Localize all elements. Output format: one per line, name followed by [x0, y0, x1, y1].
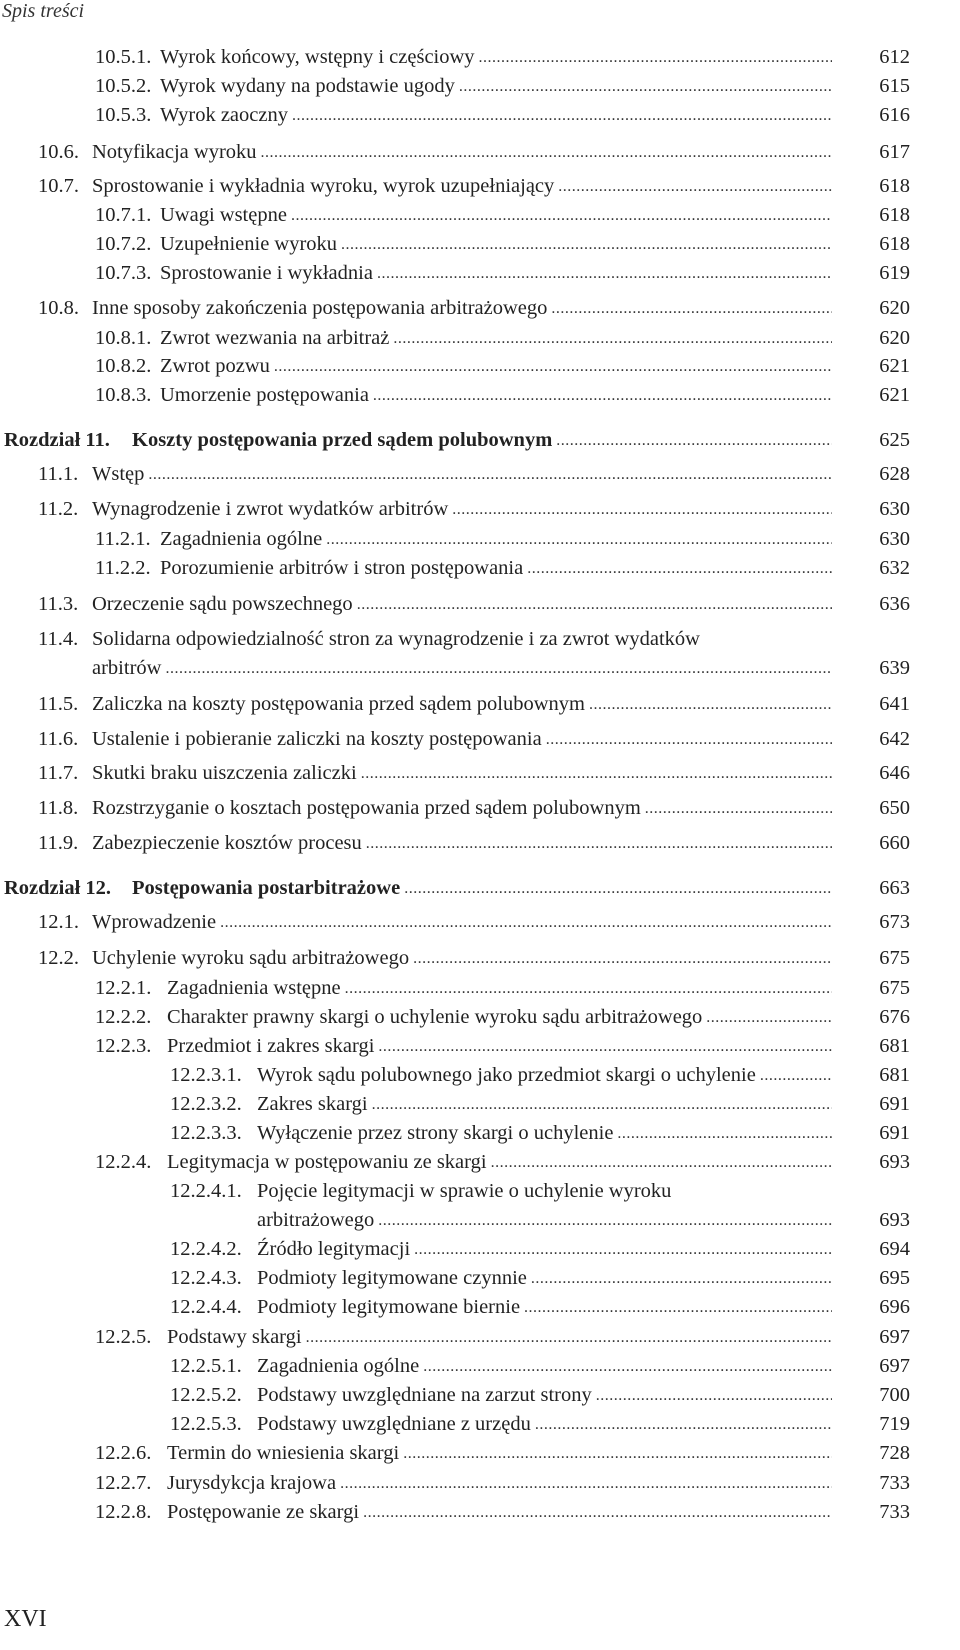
- toc-entry-page: 641: [879, 693, 910, 715]
- toc-entry-title: Zwrot wezwania na arbitraż: [160, 327, 390, 349]
- dot-leader: [551, 296, 832, 322]
- toc-entry-title: Podmioty legitymowane biernie: [257, 1296, 521, 1318]
- toc-entry-title: Wprowadzenie: [92, 911, 217, 933]
- dot-leader: [546, 727, 832, 753]
- toc-entry-page: 615: [879, 75, 910, 97]
- dot-leader: [527, 556, 832, 582]
- toc-entry-page: 630: [879, 498, 910, 520]
- toc-entry-title: Jurysdykcja krajowa: [167, 1472, 337, 1494]
- dot-leader: [479, 45, 832, 71]
- toc-entry-title: Termin do wniesienia skargi: [167, 1442, 400, 1464]
- dot-leader: [361, 761, 832, 787]
- toc-entry-number: 10.8.1.: [95, 327, 152, 349]
- dot-leader: [706, 1005, 832, 1031]
- toc-entry-page: 681: [879, 1064, 910, 1086]
- dot-leader: [292, 103, 832, 129]
- toc-entry-number: 11.2.: [38, 498, 79, 520]
- dot-leader: [261, 140, 832, 166]
- dot-leader: [148, 462, 832, 488]
- toc-entry-title: Postępowania postarbitrażowe: [132, 877, 401, 899]
- toc-entry-number: 12.2.3.: [95, 1035, 152, 1057]
- toc-entry-number: 11.2.2.: [95, 557, 151, 579]
- toc-entry-page: 621: [879, 355, 910, 377]
- dot-leader: [306, 1325, 832, 1351]
- toc-entry-page: 696: [879, 1296, 910, 1318]
- toc-entry-number: 11.5.: [38, 693, 79, 715]
- toc-entry-title-line1: Pojęcie legitymacji w sprawie o uchylenie wyroku: [257, 1180, 672, 1202]
- dot-leader: [220, 910, 832, 936]
- dot-leader: [357, 592, 832, 618]
- toc-entry-title: Wyrok wydany na podstawie ugody: [160, 75, 455, 97]
- toc-entry-number: 12.2.4.4.: [170, 1296, 242, 1318]
- toc-entry-title: Skutki braku uiszczenia zaliczki: [92, 762, 357, 784]
- toc-entry-number: 11.6.: [38, 728, 79, 750]
- toc-entry-page: 693: [879, 1151, 910, 1173]
- dot-leader: [165, 656, 832, 682]
- toc-entry-title: Rozstrzyganie o kosztach postępowania przed sądem polubownym: [92, 797, 641, 819]
- toc-entry-number: 12.2.8.: [95, 1501, 152, 1523]
- toc-entry-page: 646: [879, 762, 910, 784]
- dot-leader: [558, 174, 832, 200]
- toc-entry-number: 10.5.1.: [95, 46, 152, 68]
- toc-entry-title: Zagadnienia ogólne: [160, 528, 323, 550]
- toc-entry-title: Zwrot pozwu: [160, 355, 270, 377]
- toc-entry-page: 675: [879, 947, 910, 969]
- toc-entry-title: Zagadnienia ogólne: [257, 1355, 420, 1377]
- toc-entry-page: 675: [879, 977, 910, 999]
- toc-entry-page: 694: [879, 1238, 910, 1260]
- toc-entry-number: 12.2.4.2.: [170, 1238, 242, 1260]
- dot-leader: [274, 354, 832, 380]
- toc-entry-title: Wyrok sądu polubownego jako przedmiot skargi o uchylenie: [257, 1064, 756, 1086]
- toc-entry-number: 11.8.: [38, 797, 79, 819]
- toc-entry-title: Orzeczenie sądu powszechnego: [92, 593, 353, 615]
- dot-leader: [326, 527, 832, 553]
- dot-leader: [403, 1441, 832, 1467]
- running-head: Spis treści: [2, 0, 85, 22]
- toc-entry-title: Zaliczka na koszty postępowania przed sądem polubownym: [92, 693, 585, 715]
- toc-entry-number: 10.8.3.: [95, 384, 152, 406]
- toc-entry-title: Zabezpieczenie kosztów procesu: [92, 832, 362, 854]
- toc-entry-title: arbitrów: [92, 657, 162, 679]
- toc-entry-title: arbitrażowego: [257, 1209, 375, 1231]
- toc-entry-number: 12.2.1.: [95, 977, 152, 999]
- toc-entry-number: 10.7.1.: [95, 204, 152, 226]
- toc-entry-number: 12.2.7.: [95, 1472, 152, 1494]
- toc-entry-title: Uzupełnienie wyroku: [160, 233, 338, 255]
- toc-entry-title: Wyłączenie przez strony skargi o uchylenie: [257, 1122, 614, 1144]
- dot-leader: [377, 261, 832, 287]
- toc-entry-number: 10.8.: [38, 297, 79, 319]
- dot-leader: [556, 428, 832, 454]
- toc-entry-title: Postępowanie ze skargi: [167, 1501, 360, 1523]
- toc-entry-page: 616: [879, 104, 910, 126]
- toc-entry-page: 618: [879, 233, 910, 255]
- dot-leader: [373, 383, 832, 409]
- toc-entry-page: 619: [879, 262, 910, 284]
- toc-entry-page: 691: [879, 1093, 910, 1115]
- toc-entry-number: 12.2.: [38, 947, 79, 969]
- toc-entry-page: 650: [879, 797, 910, 819]
- toc-entry-number: 12.1.: [38, 911, 79, 933]
- toc-entry-title: Zagadnienia wstępne: [167, 977, 341, 999]
- toc-entry-title: Sprostowanie i wykładnia wyroku, wyrok uzupełniający: [92, 175, 555, 197]
- toc-entry-page: 733: [879, 1501, 910, 1523]
- toc-entry-page: 612: [879, 46, 910, 68]
- dot-leader: [760, 1063, 832, 1089]
- toc-entry-page: 700: [879, 1384, 910, 1406]
- toc-entry-number: 12.2.4.3.: [170, 1267, 242, 1289]
- toc-entry-number: Rozdział 12.: [4, 877, 112, 899]
- toc-entry-title: Porozumienie arbitrów i stron postępowania: [160, 557, 524, 579]
- toc-entry-page: 642: [879, 728, 910, 750]
- toc-entry-page: 618: [879, 204, 910, 226]
- toc-entry-page: 630: [879, 528, 910, 550]
- dot-leader: [378, 1208, 832, 1234]
- toc-entry-page: 639: [879, 657, 910, 679]
- toc-entry-page: 681: [879, 1035, 910, 1057]
- toc-entry-title: Zakres skargi: [257, 1093, 368, 1115]
- toc-entry-title: Wstęp: [92, 463, 145, 485]
- toc-entry-title: Sprostowanie i wykładnia: [160, 262, 373, 284]
- toc-entry-page: 617: [879, 141, 910, 163]
- toc-entry-title: Inne sposoby zakończenia postępowania arbitrażowego: [92, 297, 548, 319]
- toc-entry-page: 697: [879, 1355, 910, 1377]
- dot-leader: [363, 1500, 832, 1526]
- dot-leader: [340, 1471, 832, 1497]
- dot-leader: [393, 326, 832, 352]
- toc-entry-number: 11.4.: [38, 628, 79, 650]
- toc-entry-page: 693: [879, 1209, 910, 1231]
- toc-entry-number: Rozdział 11.: [4, 429, 110, 451]
- toc-entry-page: 620: [879, 327, 910, 349]
- toc-entry-number: 11.9.: [38, 832, 79, 854]
- dot-leader: [291, 203, 832, 229]
- toc-entry-page: 660: [879, 832, 910, 854]
- dot-leader: [645, 796, 832, 822]
- toc-entry-page: 620: [879, 297, 910, 319]
- toc-entry-number: 11.7.: [38, 762, 79, 784]
- toc-entry-number: 10.7.2.: [95, 233, 152, 255]
- dot-leader: [459, 74, 832, 100]
- toc-entry-page: 618: [879, 175, 910, 197]
- toc-entry-number: 12.2.4.: [95, 1151, 152, 1173]
- dot-leader: [491, 1150, 832, 1176]
- dot-leader: [413, 946, 832, 972]
- toc-entry-title: Notyfikacja wyroku: [92, 141, 257, 163]
- toc-entry-page: 691: [879, 1122, 910, 1144]
- toc-entry-page: 632: [879, 557, 910, 579]
- toc-entry-number: 11.3.: [38, 593, 79, 615]
- toc-entry-title: Podstawy skargi: [167, 1326, 302, 1348]
- toc-entry-title: Ustalenie i pobieranie zaliczki na koszty postępowania: [92, 728, 542, 750]
- toc-entry-title: Źródło legitymacji: [257, 1238, 411, 1260]
- toc-entry-number: 10.5.3.: [95, 104, 152, 126]
- dot-leader: [596, 1383, 832, 1409]
- dot-leader: [378, 1034, 832, 1060]
- dot-leader: [345, 976, 832, 1002]
- toc-entry-page: 673: [879, 911, 910, 933]
- toc-entry-page: 628: [879, 463, 910, 485]
- toc-entry-page: 621: [879, 384, 910, 406]
- toc-entry-title: Koszty postępowania przed sądem polubownym: [132, 429, 553, 451]
- toc-entry-title: Wynagrodzenie i zwrot wydatków arbitrów: [92, 498, 449, 520]
- toc-entry-number: 10.6.: [38, 141, 79, 163]
- toc-entry-number: 12.2.5.: [95, 1326, 152, 1348]
- toc-entry-title-line1: Solidarna odpowiedzialność stron za wynagrodzenie i za zwrot wydatków: [92, 628, 700, 650]
- dot-leader: [423, 1354, 832, 1380]
- toc-entry-number: 12.2.5.3.: [170, 1413, 242, 1435]
- toc-entry-title: Uchylenie wyroku sądu arbitrażowego: [92, 947, 410, 969]
- toc-entry-title: Uwagi wstępne: [160, 204, 287, 226]
- toc-entry-title: Umorzenie postępowania: [160, 384, 369, 406]
- dot-leader: [524, 1295, 832, 1321]
- toc-entry-title: Podmioty legitymowane czynnie: [257, 1267, 527, 1289]
- toc-entry-number: 12.2.4.1.: [170, 1180, 242, 1202]
- toc-entry-title: Legitymacja w postępowaniu ze skargi: [167, 1151, 487, 1173]
- toc-entry-page: 728: [879, 1442, 910, 1464]
- toc-entry-number: 12.2.3.2.: [170, 1093, 242, 1115]
- toc-entry-page: 733: [879, 1472, 910, 1494]
- dot-leader: [414, 1237, 832, 1263]
- toc-entry-number: 10.7.: [38, 175, 79, 197]
- page-folio: XVI: [4, 1606, 47, 1632]
- toc-entry-number: 11.1.: [38, 463, 79, 485]
- toc-entry-number: 10.8.2.: [95, 355, 152, 377]
- toc-entry-page: 663: [879, 877, 910, 899]
- dot-leader: [452, 497, 832, 523]
- toc-entry-number: 12.2.5.1.: [170, 1355, 242, 1377]
- toc-entry-page: 697: [879, 1326, 910, 1348]
- toc-entry-title: Podstawy uwzględniane z urzędu: [257, 1413, 531, 1435]
- toc-entry-title: Przedmiot i zakres skargi: [167, 1035, 375, 1057]
- dot-leader: [535, 1412, 832, 1438]
- toc-entry-number: 12.2.6.: [95, 1442, 152, 1464]
- toc-entry-title: Charakter prawny skargi o uchylenie wyroku sądu arbitrażowego: [167, 1006, 703, 1028]
- toc-entry-number: 12.2.2.: [95, 1006, 152, 1028]
- dot-leader: [617, 1121, 832, 1147]
- dot-leader: [404, 876, 832, 902]
- dot-leader: [341, 232, 832, 258]
- toc-entry-title: Wyrok zaoczny: [160, 104, 288, 126]
- toc-entry-number: 12.2.3.3.: [170, 1122, 242, 1144]
- toc-entry-number: 10.7.3.: [95, 262, 152, 284]
- dot-leader: [366, 831, 832, 857]
- toc-entry-number: 11.2.1.: [95, 528, 151, 550]
- toc-entry-number: 10.5.2.: [95, 75, 152, 97]
- toc-entry-number: 12.2.3.1.: [170, 1064, 242, 1086]
- dot-leader: [531, 1266, 832, 1292]
- toc-entry-page: 636: [879, 593, 910, 615]
- dot-leader: [372, 1092, 832, 1118]
- toc-entry-title: Wyrok końcowy, wstępny i częściowy: [160, 46, 475, 68]
- toc-entry-title: Podstawy uwzględniane na zarzut strony: [257, 1384, 592, 1406]
- dot-leader: [589, 692, 832, 718]
- toc-entry-page: 719: [879, 1413, 910, 1435]
- toc-entry-page: 625: [879, 429, 910, 451]
- toc-entry-number: 12.2.5.2.: [170, 1384, 242, 1406]
- toc-entry-page: 676: [879, 1006, 910, 1028]
- toc-entry-page: 695: [879, 1267, 910, 1289]
